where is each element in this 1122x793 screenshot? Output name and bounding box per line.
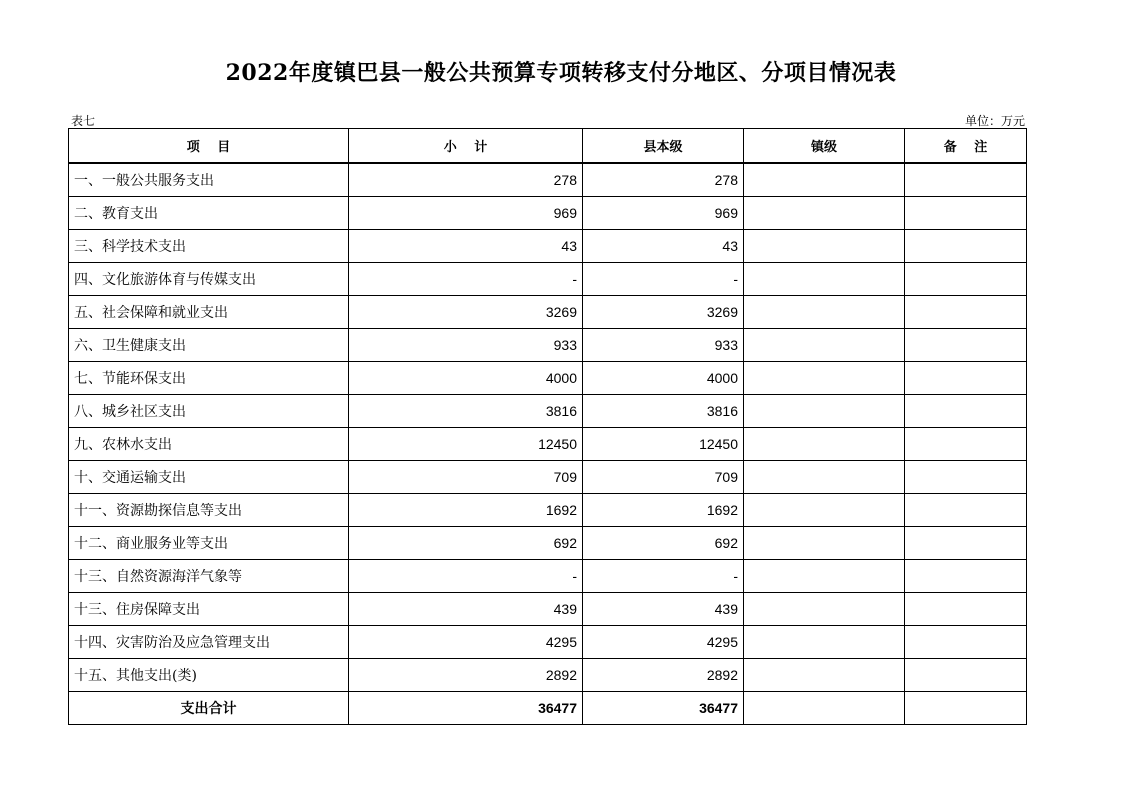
- row-subtotal: 4295: [349, 626, 583, 659]
- budget-table: [68, 128, 1027, 725]
- table-row: [69, 494, 1027, 527]
- row-town: [744, 362, 905, 395]
- row-town: [744, 163, 905, 197]
- row-subtotal: 2892: [349, 659, 583, 692]
- row-town: [744, 527, 905, 560]
- row-name: 十一、资源勘探信息等支出: [69, 494, 349, 527]
- row-town: [744, 494, 905, 527]
- row-name: 十三、住房保障支出: [69, 593, 349, 626]
- table-row: [69, 461, 1027, 494]
- table-row: [69, 362, 1027, 395]
- row-town: [744, 560, 905, 593]
- row-county: 2892: [583, 659, 744, 692]
- row-subtotal: 439: [349, 593, 583, 626]
- row-remark: [905, 428, 1027, 461]
- header-subtotal: 小 计: [349, 129, 583, 164]
- row-county: 969: [583, 197, 744, 230]
- page-title: 2022年度镇巴县一般公共预算专项转移支付分地区、分项目情况表: [225, 60, 897, 86]
- row-county: 1692: [583, 494, 744, 527]
- row-town: [744, 197, 905, 230]
- row-county: 4000: [583, 362, 744, 395]
- row-remark: [905, 593, 1027, 626]
- row-subtotal: -: [349, 560, 583, 593]
- row-name: 十、交通运输支出: [69, 461, 349, 494]
- row-town: [744, 593, 905, 626]
- row-subtotal: 12450: [349, 428, 583, 461]
- table-row: [69, 230, 1027, 263]
- table-number: 表七: [71, 114, 96, 128]
- row-county: 278: [583, 163, 744, 197]
- header-county: 县本级: [583, 129, 744, 164]
- row-town: [744, 263, 905, 296]
- row-subtotal: -: [349, 263, 583, 296]
- row-subtotal: 969: [349, 197, 583, 230]
- row-name: 六、卫生健康支出: [69, 329, 349, 362]
- table-row: [69, 395, 1027, 428]
- row-name: 二、教育支出: [69, 197, 349, 230]
- row-remark: [905, 296, 1027, 329]
- row-name: 七、节能环保支出: [69, 362, 349, 395]
- row-remark: [905, 659, 1027, 692]
- row-remark: [905, 461, 1027, 494]
- row-name: 十五、其他支出(类): [69, 659, 349, 692]
- table-row: [69, 626, 1027, 659]
- row-county: 933: [583, 329, 744, 362]
- row-name: 一、一般公共服务支出: [69, 163, 349, 197]
- total-row: [69, 692, 1027, 725]
- table-row: [69, 296, 1027, 329]
- table-row: [69, 527, 1027, 560]
- row-town: [744, 230, 905, 263]
- row-remark: [905, 527, 1027, 560]
- row-remark: [905, 692, 1027, 725]
- row-town: [744, 329, 905, 362]
- row-county: -: [583, 263, 744, 296]
- row-subtotal: 3816: [349, 395, 583, 428]
- unit-label: 单位：万元: [964, 114, 1025, 128]
- row-town: [744, 461, 905, 494]
- table-row: [69, 263, 1027, 296]
- row-town: [744, 296, 905, 329]
- header-item: 项 目: [69, 129, 349, 164]
- row-subtotal: 3269: [349, 296, 583, 329]
- row-remark: [905, 230, 1027, 263]
- row-county: 692: [583, 527, 744, 560]
- row-remark: [905, 329, 1027, 362]
- table-row: [69, 560, 1027, 593]
- row-remark: [905, 560, 1027, 593]
- row-remark: [905, 395, 1027, 428]
- row-name: 支出合计: [69, 692, 349, 725]
- row-town: [744, 659, 905, 692]
- row-subtotal: 933: [349, 329, 583, 362]
- table-row: [69, 329, 1027, 362]
- row-county: 43: [583, 230, 744, 263]
- table-row: [69, 428, 1027, 461]
- row-subtotal: 692: [349, 527, 583, 560]
- row-subtotal: 278: [349, 163, 583, 197]
- row-name: 五、社会保障和就业支出: [69, 296, 349, 329]
- row-town: [744, 428, 905, 461]
- row-subtotal: 36477: [349, 692, 583, 725]
- row-name: 四、文化旅游体育与传媒支出: [69, 263, 349, 296]
- table-header-row: [69, 129, 1027, 164]
- row-name: 三、科学技术支出: [69, 230, 349, 263]
- row-name: 十三、自然资源海洋气象等: [69, 560, 349, 593]
- header-town: 镇级: [744, 129, 905, 164]
- row-name: 八、城乡社区支出: [69, 395, 349, 428]
- row-remark: [905, 494, 1027, 527]
- row-county: 3269: [583, 296, 744, 329]
- table-row: [69, 163, 1027, 197]
- row-county: 12450: [583, 428, 744, 461]
- row-remark: [905, 626, 1027, 659]
- row-town: [744, 692, 905, 725]
- row-subtotal: 1692: [349, 494, 583, 527]
- row-name: 十四、灾害防治及应急管理支出: [69, 626, 349, 659]
- row-county: 4295: [583, 626, 744, 659]
- row-county: 439: [583, 593, 744, 626]
- row-subtotal: 709: [349, 461, 583, 494]
- row-county: 709: [583, 461, 744, 494]
- table-row: [69, 593, 1027, 626]
- row-remark: [905, 163, 1027, 197]
- row-county: -: [583, 560, 744, 593]
- row-county: 36477: [583, 692, 744, 725]
- row-remark: [905, 263, 1027, 296]
- row-subtotal: 4000: [349, 362, 583, 395]
- row-name: 九、农林水支出: [69, 428, 349, 461]
- row-remark: [905, 362, 1027, 395]
- row-name: 十二、商业服务业等支出: [69, 527, 349, 560]
- row-subtotal: 43: [349, 230, 583, 263]
- header-remark: 备 注: [905, 129, 1027, 164]
- row-remark: [905, 197, 1027, 230]
- row-town: [744, 395, 905, 428]
- table-row: [69, 659, 1027, 692]
- table-row: [69, 197, 1027, 230]
- row-town: [744, 626, 905, 659]
- row-county: 3816: [583, 395, 744, 428]
